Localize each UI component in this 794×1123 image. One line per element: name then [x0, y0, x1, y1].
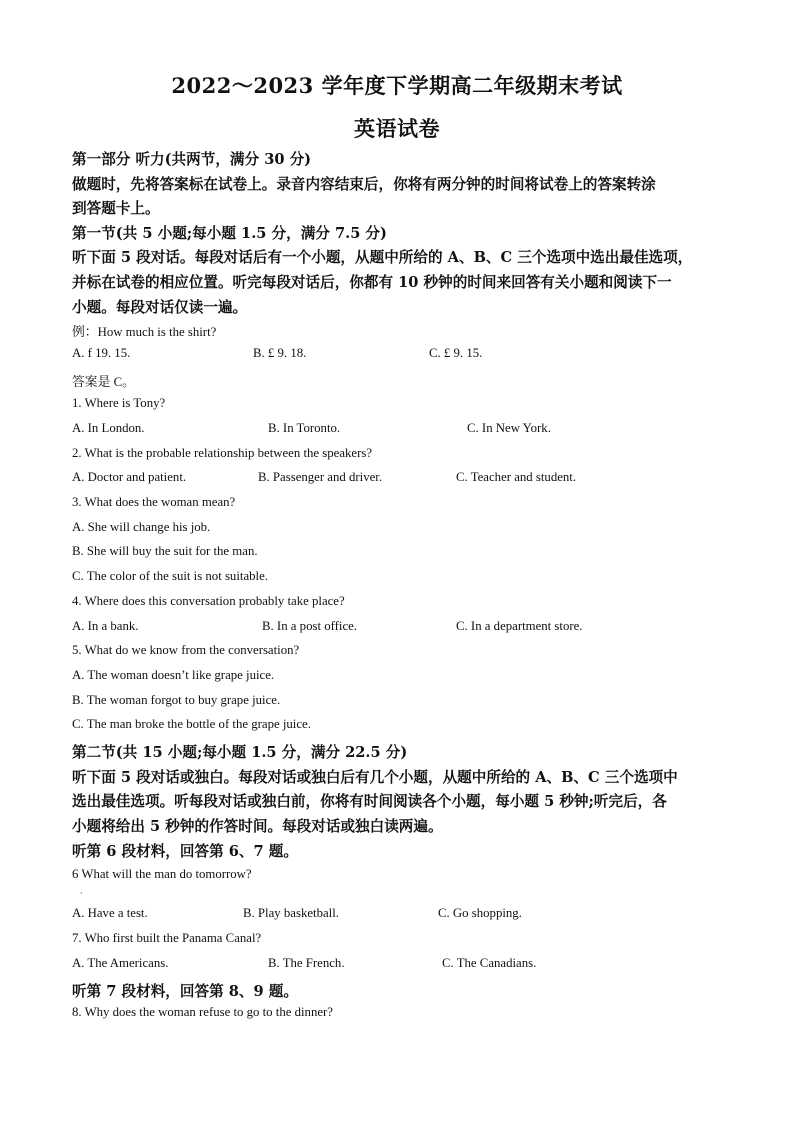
option-b: B. The French.: [268, 956, 345, 970]
instruction-line: 听下面 5 段对话。每段对话后有一个小题，从题中所给的 A、B、C 三个选项中选出最佳选项，: [72, 249, 693, 266]
question-4-options: [72, 619, 732, 637]
option-c: C. Teacher and student.: [456, 470, 577, 484]
option-b: B. She will buy the suit for the man.: [72, 544, 258, 558]
instruction-line: 做题时，先将答案标在试卷上。录音内容结束后，你将有两分钟的时间将试卷上的答案转涂: [72, 176, 656, 193]
option-b: B. Passenger and driver.: [258, 470, 383, 484]
option-b: B. The woman forgot to buy grape juice.: [72, 693, 281, 707]
exam-title: 2022～2023 学年度下学期高二年级期末考试: [171, 73, 623, 98]
part-one-heading: 第一部分 听力(共两节，满分 30 分): [72, 151, 312, 168]
instruction-line: 并标在试卷的相应位置。听完每段对话后，你都有 10 秒钟的时间来回答有关小题和阅读下一: [72, 274, 672, 291]
example-question: 例：How much is the shirt?: [72, 325, 217, 339]
option-a: A. She will change his job.: [72, 520, 211, 534]
instruction-line: 小题。每段对话仅读一遍。: [72, 299, 248, 316]
option-c: C. The Canadians.: [442, 956, 537, 970]
question-2-options: [72, 470, 732, 488]
section-one-heading: 第一节(共 5 小题;每小题 1.5 分，满分 7.5 分): [72, 225, 387, 242]
example-answer: 答案是 C。: [72, 375, 135, 389]
option-c: C. In New York.: [467, 421, 551, 435]
stray-dot: ·: [80, 889, 83, 898]
option-b: B. In a post office.: [262, 619, 358, 633]
question-6: 6 What will the man do tomorrow?: [72, 867, 252, 881]
option-c: C. £ 9. 15.: [429, 346, 483, 360]
question-4: 4. Where does this conversation probably take place?: [72, 594, 345, 608]
option-b: B. Play basketball.: [243, 906, 339, 920]
material-6-heading: 听第 6 段材料，回答第 6、7 题。: [72, 843, 298, 860]
question-6-options: [72, 906, 732, 924]
question-7: 7. Who first built the Panama Canal?: [72, 931, 262, 945]
option-a: A. In London.: [72, 421, 145, 435]
option-a: A. The Americans.: [72, 956, 169, 970]
option-c: C. The color of the suit is not suitable.: [72, 569, 268, 583]
option-c: C. Go shopping.: [438, 906, 522, 920]
instruction-line: 听下面 5 段对话或独白。每段对话或独白后有几个小题，从题中所给的 A、B、C 三个选项中: [72, 769, 678, 786]
question-7-options: [72, 956, 732, 974]
question-1-options: [72, 421, 732, 439]
instruction-line: 小题将给出 5 秒钟的作答时间。每段对话或独白读两遍。: [72, 818, 443, 835]
question-8: 8. Why does the woman refuse to go to the dinner?: [72, 1005, 333, 1019]
question-3: 3. What does the woman mean?: [72, 495, 236, 509]
instruction-line: 选出最佳选项。听每段对话或独白前，你将有时间阅读各个小题，每小题 5 秒钟;听完后，各: [72, 793, 667, 810]
question-2: 2. What is the probable relationship between the speakers?: [72, 446, 373, 460]
option-a: A. Have a test.: [72, 906, 148, 920]
example-options: [72, 346, 732, 364]
question-5: 5. What do we know from the conversation?: [72, 643, 300, 657]
option-a: A. In a bank.: [72, 619, 139, 633]
option-b: B. £ 9. 18.: [253, 346, 307, 360]
option-a: A. Doctor and patient.: [72, 470, 187, 484]
material-7-heading: 听第 7 段材料，回答第 8、9 题。: [72, 983, 298, 1000]
option-c: C. In a department store.: [456, 619, 583, 633]
instruction-line: 到答题卡上。: [72, 200, 160, 217]
option-c: C. The man broke the bottle of the grape juice.: [72, 717, 311, 731]
question-1: 1. Where is Tony?: [72, 396, 166, 410]
option-a: A. The woman doesn’t like grape juice.: [72, 668, 275, 682]
option-a: A. f 19. 15.: [72, 346, 131, 360]
section-two-heading: 第二节(共 15 小题;每小题 1.5 分，满分 22.5 分): [72, 744, 408, 761]
exam-subtitle: 英语试卷: [354, 116, 440, 141]
option-b: B. In Toronto.: [268, 421, 341, 435]
